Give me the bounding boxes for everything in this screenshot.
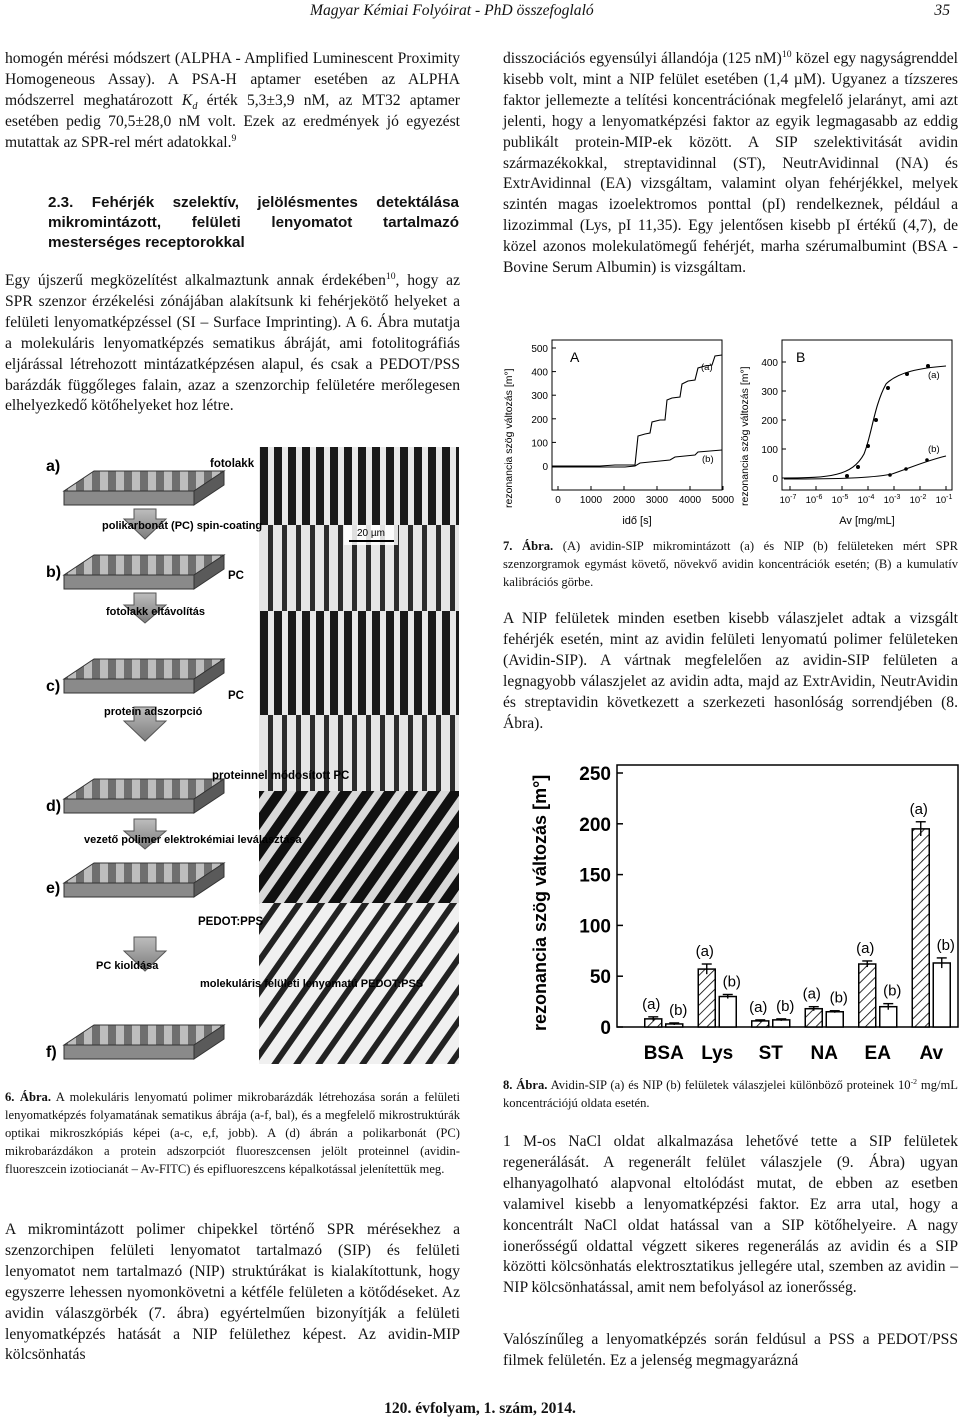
label-pedot-pps: PEDOT:PPS [198,916,264,928]
series-label-a: (a) [701,362,713,373]
fig8-plot-frame [617,765,958,1027]
panel-a-ylabel: rezonancia szög változás [m°] [503,368,515,508]
footer-issue: 120. évfolyam, 1. szám, 2014. [384,1400,576,1417]
figure-7-panel-b [739,340,953,527]
figure-7-panel-a [503,340,735,527]
section-heading-2-3: 2.3. Fehérjék szelektív, jelölésmentes detektálása mikromintázott, felületi lenyomatot tartalmazó mesterséges receptorokkal [48,194,459,251]
kd-symbol: K [181,91,193,109]
panel-b-ytick-label: 100 [761,445,778,456]
panel-a-xtick-label: 0 [555,495,561,506]
text-span: Egy újszerű megközelítést alkalmaztunk annak érdekében [5,272,386,289]
micrograph-e [259,791,459,903]
fig8-bar-label: (a) [695,943,714,961]
step-letter-f: f) [46,1044,57,1061]
figure-8-bar-chart [503,755,960,1073]
panel-a-letter: A [570,349,580,365]
panel-b-xtick-label: $10^{-2}$ [909,494,927,506]
series-label-b: (b) [702,454,714,465]
text-span: érték 5,3±3,9 nM, az MT32 aptamer esetében pedig 70,5±28,0 nM volt. Ezek az eredmények jó egyezést mutattak az SPR-rel mért adatokkal. [5,91,460,151]
figure-7-sensorgrams [500,336,960,528]
arrow-label-2: fotolakk eltávolítás [106,606,206,618]
panel-a-xticks [555,486,734,506]
panel-b-ytick-label: 300 [761,387,778,398]
fig8-category-label: EA [864,1043,891,1064]
figure-8-caption [503,1076,958,1112]
step-letter-e: e) [46,880,61,897]
panel-b-xtick-label: $10^{-3}$ [883,494,901,506]
right-paragraph-4: Valószínűleg a lenyomatképzés során feldúsul a PSS a PEDOT/PSS filmek felületén. Ez a jelenség megmagyarázná [503,1331,958,1369]
panel-b-xtick-label: $10^{-4}$ [857,494,875,506]
right-paragraph-2: A NIP felületek minden esetben kisebb válaszjelet adtak a vizsgált fehérjék esetén, mint az avidin felületi lenyomatú polimer felületeken (Avidin-SIP). A vártnak megfelelően az avidin-SIP felületen a legnagyobb válaszjelet az avidin adta, majd az ExtrAvidin, NeutrAvidin és streptavidin következett a szerkezeti hasonlóság sorrendjében (8. Ábra). [503,610,958,732]
kd-subscript: d [192,100,198,112]
figure-6-caption [5,1088,460,1178]
fig8-caption-text-b: mg/mL koncentrációjú oldata esetén. [503,1078,958,1110]
text-span: disszociációs egyensúlyi állandója (125 nM) [503,50,782,67]
label-molecular-imprinted-pedot: molekuláris felületi lenyomatú PEDOT:PSS [200,978,424,990]
series-label-a-b: (a) [928,370,940,381]
panel-b-ytick-label: 0 [772,474,778,485]
figure-6-schematic [44,447,462,1064]
fig8-ytick-label: 0 [600,1018,611,1039]
fig8-category-label: ST [758,1043,783,1064]
arrow-label-4: vezető polimer elektrokémiai leválasztása [84,834,302,846]
label-fotolakk: fotolakk [210,458,255,470]
fig8-bar-a [698,969,715,1027]
fig8-ytick-label: 250 [579,764,611,785]
right-paragraph-3: 1 M-os NaCl oldat alkalmazása lehetővé tette a SIP felületek regenerálását. A regenerált felület válaszjele (9. Ábra) ugyan elhanyagolható alapvonal eltolódást mutat, de ebben az esetben valamivel kisebb a lenyomatképzési faktor. Ez arra utal, hogy a koncentrált NaCl oldat hatással van a SIP kötőhelyeire. A nagy ionerősségű oldattal végzett sikeres regenerálás az avidin és a SIP közötti kölcsönhatás elektrosztatikus jellegére utal, szemben az avidin – NIP kölcsönhatással, amit nem befolyásol az ionerősség. [503,1133,958,1297]
page-number: 35 [934,2,950,19]
arrow-label-5: PC kioldása [96,960,159,972]
arrow-1-text: polikarbonát (PC) spin-coating [102,520,263,532]
sensorgram-a [552,355,722,466]
right-paragraph-1 [503,49,958,279]
step-letter-d: d) [46,798,62,815]
fig7-caption-text: (A) avidin-SIP mikromintázott (a) és NIP (b) felületeken mért SPR szenzorgramok egymást követő, növekvő avidin koncentrációk esetén; (B) a kumulatív kalibrációs görbe. [503,539,958,589]
panel-a-ytick-label: 0 [542,462,548,473]
fig8-bar-b [826,1012,843,1027]
arrow-label-1 [102,520,262,532]
fig8-category-label: NA [810,1043,838,1064]
panel-a-xtick-label: 2000 [612,495,636,506]
left-paragraph-3: A mikromintázott polimer chipekkel történő SPR mérésekhez a szenzorchipen felületi lenyomatot tartalmazó (SIP) és felületi lenyomatot nem tartalmazó (NIP) struktúrákat is kialakítottunk, hogy egyszerre lehessen nyomonkövetni a kétféle felületen a kötődéseket. Az avidin válaszgörbék (7. ábra) egyértelműen bizonyítják a felületi lenyomatképzés hatását a NIP felülethez képest. Az avidin-MIP kölcsönhatás [5,1221,460,1364]
panel-b-xtick-label: $10^{-5}$ [831,494,849,506]
fig8-bar-label: (b) [829,989,848,1007]
calibration-curve-b [784,456,946,479]
panel-b-xtick-label: $10^{-1}$ [935,494,953,506]
step-letter-b: b) [46,564,62,581]
panel-a-xtick-label: 1000 [579,495,603,506]
scale-bar-label: 20 µm [357,528,385,539]
fig8-bar-label: (b) [722,973,741,991]
step-letter-a: a) [46,458,61,475]
fig8-bar-label: (b) [669,1001,688,1019]
reference-9: 9 [231,132,237,144]
fig8-bar-label: (a) [909,800,928,818]
panel-b-xlabel: Av [mg/mL] [839,515,895,527]
fig8-bar-b [933,963,950,1027]
label-pc-b: PC [228,570,244,582]
text-span: homogén mérési módszert (ALPHA - Amplified Luminescent Proximity Homogeneous Assay). A PSA-H aptamer esetében az ALPHA módszerrel meghatározott [5,50,460,109]
fig8-label: 8. Ábra. [503,1078,548,1092]
fig8-caption-text-a: Avidin-SIP (a) és NIP (b) felületek válaszjelei különböző proteinek 10 [547,1078,911,1092]
microscopy-images [259,447,459,1064]
label-pc-c: PC [228,690,244,702]
panel-a-ytick-label: 500 [531,344,548,355]
fig8-caption-exponent: -2 [910,1076,918,1086]
fig8-category-label: Lys [701,1043,734,1064]
fig8-category-label: Av [919,1043,944,1064]
fig8-bars [642,801,955,1027]
fig8-category-label: BSA [643,1043,684,1064]
calibration-curve-a [784,366,946,478]
panel-a-ytick-label: 400 [531,367,548,379]
fig8-bar-b [773,1020,790,1027]
fig8-bar-a [912,829,929,1027]
left-paragraph-2 [5,271,460,417]
panel-a-ytick-label: 100 [531,438,548,450]
panel-b-letter: B [796,349,806,365]
label-protein-modified-pc: proteinnel módosított PC [212,770,350,782]
journal-title: Magyar Kémiai Folyóirat - PhD összefoglaló [310,2,594,19]
panel-a-ytick-label: 200 [531,414,548,426]
series-label-b-b: (b) [928,444,940,455]
panel-b-xticks [780,486,953,506]
panel-a-xlabel: idő [s] [622,515,652,527]
left-paragraph-1 [5,49,460,154]
fig6-label: 6. Ábra. [5,1090,52,1104]
panel-b-ytick-label: 400 [761,358,778,369]
fig8-ytick-label: 50 [589,967,611,989]
panel-b-ytick-label: 200 [761,416,778,427]
fig8-bar-label: (b) [883,982,902,1000]
fig8-x-axis [644,1043,944,1064]
fig8-bar-a [805,1009,822,1027]
fig8-bar-label: (a) [802,985,821,1003]
arrow-label-3: protein adszorpció [104,706,203,718]
fig8-bar-a [859,964,876,1027]
scale-bar [344,525,398,545]
fig7-label: 7. Ábra. [503,539,554,553]
panel-b-ylabel: rezonancia szög változás [m°] [739,366,751,506]
fig6-caption-text: A molekuláris lenyomatú polimer mikrobarázdák létrehozása során a felületi lenyomatképzés folyamatának sematikus ábrája (a-f, bal), és a megfelelő mikrostruktúrák optikai mikroszkópiás képei (a-c, e,f, jobb). A (d) ábrán a polikarbonát (PC) mikrobarázdákon a protein adszorpciót fluoreszcensen jelölt proteinnel (avidin-fluoreszcein izotiocianát – Av-FITC) és epifluoreszcens képalkotással jelenítettük meg. [5,1090,461,1176]
fig8-ytick-label: 200 [579,814,611,836]
micrograph-c [259,611,459,715]
step-letter-c: c) [46,678,61,695]
panel-a-xtick-label: 3000 [645,495,669,506]
reference-10-right: 10 [781,48,792,60]
panel-b-xtick-label: $10^{-6}$ [805,494,823,506]
fig8-bar-label: (b) [776,997,795,1015]
calibration-points [845,364,930,478]
fig8-bar-label: (a) [642,995,661,1013]
fig8-ytick-label: 100 [579,916,611,938]
text-span: közel egy nagyságrenddel kisebb volt, mint a NIP felület esetében (1,4 µM). Ugyanez a tízszeres faktor jellemezte a telítési koncentrációnak megfelelő jelarányt, ami azt jelenti, hogy a lenyomatképzési faktor az egyik legmagasabb az eddig publikált protein-MIP-ek között. A SIP szelektivitását avidin származékokkal, streptavidinnal (ST), NeutrAvidinnal (NA) és ExtrAvidinnal (EA) vizsgáltam, valamint olyan fehérjékkel, melyek szintén magas izoelektromos ponttal (pI) rendelkeznek, például a lizozimmal (Lys, pI 11,35). Egy jelentősen kisebb pI értékű (4,7), de közel azonos molekulatömegű fehérjét, marha szérumalbumint (BSA - Bovine Serum Albumin) is vizsgáltam. [503,50,958,277]
micrograph-a [259,447,459,525]
running-header [310,2,950,24]
reference-10: 10 [385,270,396,282]
panel-a-ytick-label: 300 [531,391,548,403]
panel-a-xtick-label: 5000 [711,495,735,506]
fig8-bar-label: (a) [856,939,875,957]
panel-a-xtick-label: 4000 [678,495,702,506]
text-span: , hogy az SPR szenzor érzékelési zónájában alakítsunk ki fehérjekötő helyeket a felületi lenyomatképzéssel (SI – Surface Imprinting). A 6. Ábra mutatja a molekuláris lenyomatképzés sematikus ábráját, ami fotolitográfiás eljárással létrehozott mintázatképzésen alapul, és csak a PEDOT/PSS barázdák függőleges falain, azaz a szenzorchip felületére merőlegesen elhelyezkedő kötőhelyeket hoz létre. [5,272,460,415]
fig8-ytick-label: 150 [579,865,611,887]
sensorgram-b [552,450,722,467]
fig8-bar-label: (a) [749,998,768,1016]
fig8-bar-label: (b) [936,936,955,954]
figure-7-caption [503,537,958,591]
panel-b-xtick-label: $10^{-7}$ [779,494,797,506]
fig8-bar-b [719,997,736,1027]
fig8-ylabel: rezonancia szög változás [m°] [530,774,550,1031]
